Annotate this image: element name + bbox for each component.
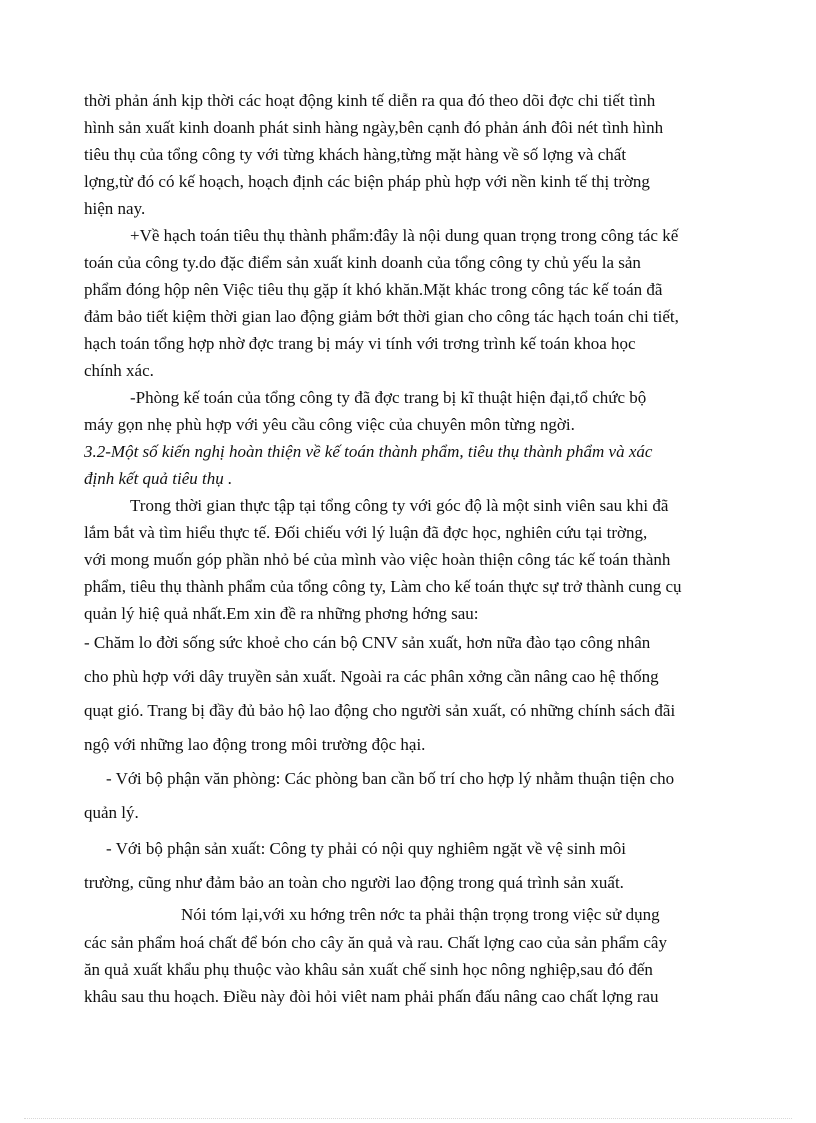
text-line: phẩm, tiêu thụ thành phẩm của tổng công ty, Làm cho kế toán thực sự trở thành cung cụ <box>84 577 682 596</box>
text-line: lợng,từ đó có kế hoạch, hoạch định các biện pháp phù hợp với nền kinh tế thị trờng <box>84 172 650 191</box>
text-line: trường, cũng như đảm bảo an toàn cho người lao động trong quá trình sản xuất. <box>84 873 624 892</box>
text-line: Trong thời gian thực tập tại tổng công ty với góc độ là một sinh viên sau khi đã <box>130 496 669 515</box>
text-line: máy gọn nhẹ phù hợp với yêu cầu công việc của chuyên môn từng ngời. <box>84 415 575 434</box>
text-line: - Chăm lo đời sống sức khoẻ cho cán bộ CNV sản xuất, hơn nữa đào tạo công nhân <box>84 633 651 652</box>
text-line: cho phù hợp với dây truyền sản xuất. Ngoài ra các phân xởng cần nâng cao hệ thống <box>84 667 659 686</box>
text-line: quản lý hiệ quả nhất.Em xin đề ra những phơng hớng sau: <box>84 604 479 623</box>
text-line: quản lý. <box>84 803 139 822</box>
text-line: với mong muốn góp phần nhỏ bé của mình vào việc hoàn thiện công tác kế toán thành <box>84 550 671 569</box>
text-line: ngộ với những lao động trong môi trường độc hại. <box>84 735 426 754</box>
section-heading-line: 3.2-Một số kiến nghị hoàn thiện về kế toán thành phẩm, tiêu thụ thành phẩm và xác <box>84 442 653 461</box>
text-line: tiêu thụ của tổng công ty với từng khách hàng,từng mặt hàng về số lợng và chất <box>84 145 627 164</box>
text-line: khâu sau thu hoạch. Điều này đòi hỏi viêt nam phải phấn đấu nâng cao chất lợng rau <box>84 987 659 1006</box>
text-line: hình sản xuất kinh doanh phát sinh hàng ngày,bên cạnh đó phản ánh đôi nét tình hình <box>84 118 664 137</box>
text-line: hạch toán tổng hợp nhờ đợc trang bị máy vi tính với trơng trình kế toán khoa học <box>84 334 636 353</box>
section-heading-line: định kết quả tiêu thụ . <box>84 469 233 488</box>
text-line: các sản phẩm hoá chất để bón cho cây ăn quả và rau. Chất lợng cao của sản phẩm cây <box>84 933 667 952</box>
text-line: thời phản ánh kịp thời các hoạt động kinh tế diễn ra qua đó theo dõi đợc chi tiết tình <box>84 91 656 110</box>
text-line: ăn quả xuất khẩu phụ thuộc vào khâu sản xuất chế sinh học nông nghiệp,sau đó đến <box>84 960 653 979</box>
text-line: hiện nay. <box>84 199 146 218</box>
text-line: lắm bắt và tìm hiểu thực tế. Đối chiếu với lý luận đã đợc học, nghiên cứu tại trờng, <box>84 523 648 542</box>
text-line: phẩm đóng hộp nên Việc tiêu thụ gặp ít khó khăn.Mặt khác trong công tác kế toán đã <box>84 280 663 299</box>
text-line: Nói tóm lại,với xu hớng trên nớc ta phải thận trọng trong việc sử dụng <box>181 905 660 924</box>
text-line: - Với bộ phận văn phòng: Các phòng ban cần bố trí cho hợp lý nhằm thuận tiện cho <box>106 769 675 788</box>
text-line: đảm bảo tiết kiệm thời gian lao động giảm bớt thời gian cho công tác hạch toán chi tiết, <box>84 307 679 326</box>
text-line: toán của công ty.do đặc điểm sản xuất kinh doanh của tổng công ty chủ yếu la sản <box>84 253 641 272</box>
text-line: -Phòng kế toán của tổng công ty đã đợc trang bị kĩ thuật hiện đại,tổ chức bộ <box>130 388 647 407</box>
text-line: +Về hạch toán tiêu thụ thành phẩm:đây là nội dung quan trọng trong công tác kế <box>130 226 679 245</box>
text-line: quạt gió. Trang bị đầy đủ bảo hộ lao động cho người sản xuất, có những chính sách đãi <box>84 701 676 720</box>
text-line: - Với bộ phận sản xuất: Công ty phải có nội quy nghiêm ngặt về vệ sinh môi <box>106 839 627 858</box>
footer-divider <box>24 1118 792 1119</box>
text-line: chính xác. <box>84 361 154 380</box>
